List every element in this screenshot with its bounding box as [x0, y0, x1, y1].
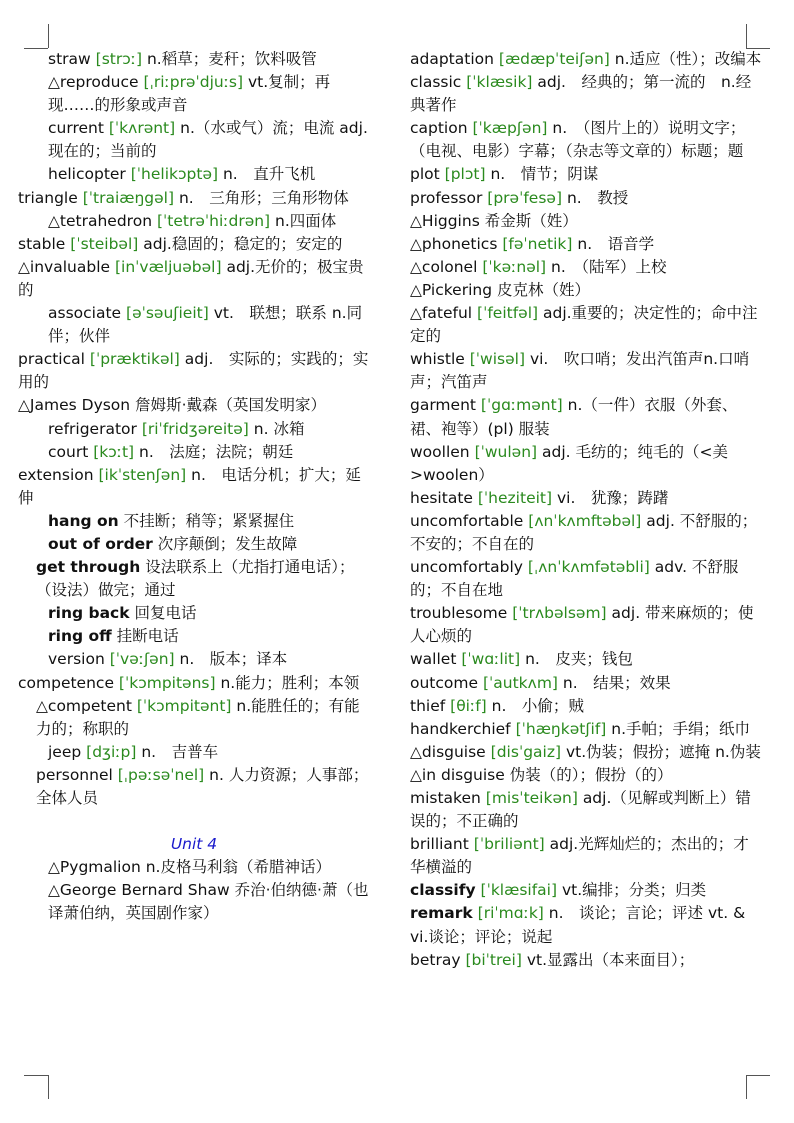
- entry-definition: n.四面体: [275, 211, 337, 230]
- entry-definition: n.适应（性）；改编本: [614, 50, 762, 68]
- entry-definition: n. 版本；译本: [179, 650, 288, 669]
- entry-word: hesitate: [410, 488, 473, 507]
- entry-word: △George Bernard Shaw: [48, 881, 230, 900]
- entry-word: wallet: [410, 650, 457, 669]
- entry-word: uncomfortably: [410, 558, 523, 577]
- entry-phonetic: [ikˈstenʃən]: [98, 465, 187, 484]
- entry-phonetic: [ˈsteibəl]: [70, 234, 139, 253]
- entry-definition: 皮克林（姓）: [497, 280, 591, 299]
- entry-phonetic: [ˌriːprəˈdjuːs]: [143, 73, 244, 92]
- vocab-entry: [18, 394, 370, 417]
- vocab-entry: [18, 348, 370, 394]
- vocab-entry: [410, 348, 762, 394]
- entry-word: current: [48, 119, 104, 138]
- vocab-entry: [18, 441, 370, 464]
- vocab-entry: [410, 602, 762, 648]
- vocab-entry: [18, 210, 370, 233]
- vocab-entry: [410, 187, 762, 210]
- entry-phonetic: [ˈautkʌm]: [482, 673, 558, 692]
- entry-phonetic: [ˈkʌrənt]: [108, 119, 176, 138]
- entry-word: classic: [410, 73, 462, 92]
- entry-phonetic: [kɔːt]: [93, 442, 135, 461]
- entry-definition: 回复电话: [134, 604, 197, 623]
- vocab-entry: [410, 879, 762, 902]
- entry-word: △Pickering: [410, 280, 493, 299]
- vocab-entry: [18, 163, 370, 186]
- entry-phonetic: [ˈklæsik]: [466, 73, 533, 92]
- vocab-entry: [410, 833, 762, 879]
- entry-phonetic: [strɔː]: [95, 50, 142, 68]
- vocab-entry: [410, 302, 762, 348]
- entry-phonetic: [ˈkɔmpitənt]: [136, 696, 232, 715]
- entry-phonetic: [disˈgaiz]: [490, 742, 562, 761]
- entry-definition: n. 语音学: [577, 234, 655, 253]
- vocab-entry: [18, 256, 370, 302]
- entry-phonetic: [ˈfeitfəl]: [477, 304, 539, 323]
- entry-word: brilliant: [410, 835, 469, 854]
- vocab-entry: [410, 695, 762, 718]
- entry-word: △James Dyson: [18, 396, 131, 415]
- entry-word: practical: [18, 350, 85, 369]
- right-column: [410, 48, 762, 972]
- entry-definition: n. 情节；阴谋: [490, 165, 599, 184]
- crop-mark: [48, 24, 49, 48]
- entry-definition: adj. 经典的；第一流的 n.经典著作: [410, 73, 752, 115]
- entry-definition: n.（一件）衣服（外套、裙、袍等）(pl) 服装: [410, 396, 738, 438]
- entry-definition: n.能胜任的；有能力的；称职的: [36, 696, 360, 738]
- entry-word: get through: [36, 558, 141, 577]
- entry-phonetic: [plɔt]: [444, 165, 486, 184]
- entry-word: betray: [410, 950, 461, 969]
- vocab-entry: [410, 648, 762, 671]
- vocab-entry: [18, 48, 370, 71]
- entry-word: personnel: [36, 765, 113, 784]
- entry-phonetic: [ˈwɑːlit]: [461, 650, 521, 669]
- entry-word: uncomfortable: [410, 511, 524, 530]
- entry-definition: n. （陆军）上校: [551, 257, 667, 276]
- entry-phonetic: [ˈgɑːmənt]: [480, 396, 563, 415]
- entry-definition: vt.伪装；假扮；遮掩 n.伪装: [565, 742, 761, 761]
- entry-word: triangle: [18, 188, 78, 207]
- entry-word: △fateful: [410, 304, 473, 323]
- entry-phonetic: [prəˈfesə]: [487, 188, 563, 207]
- entry-phonetic: [ˈbriliənt]: [473, 835, 545, 854]
- vocab-entry: [18, 556, 370, 602]
- entry-word: extension: [18, 465, 94, 484]
- vocab-entry: [18, 233, 370, 256]
- entry-word: hang on: [48, 511, 119, 530]
- crop-mark: [746, 24, 747, 48]
- entry-word: professor: [410, 188, 483, 207]
- entry-word: plot: [410, 165, 440, 184]
- entry-definition: n. （图片上的）说明文字；（电视、电影）字幕；（杂志等文章的）标题；题: [410, 119, 746, 161]
- vocab-entry: [410, 117, 762, 163]
- vocab-entry: [410, 672, 762, 695]
- vocab-entry: [410, 210, 762, 233]
- entry-definition: adj. 带来麻烦的；使人心烦的: [410, 604, 754, 646]
- entry-phonetic: [inˈvæljuəbəl]: [114, 257, 222, 276]
- entry-word: △reproduce: [48, 73, 139, 92]
- entry-word: ring off: [48, 627, 112, 646]
- vocab-entry: [410, 510, 762, 556]
- entry-phonetic: [ædæpˈteiʃən]: [498, 50, 610, 68]
- entry-definition: n. 皮夹；钱包: [525, 650, 633, 669]
- entry-definition: n. 小偷；贼: [491, 696, 584, 715]
- entry-definition: n. 冰箱: [253, 419, 305, 438]
- entry-definition: vi. 吹口哨；发出汽笛声n.口哨声；汽笛声: [410, 350, 750, 392]
- entry-definition: 不挂断；稍等；紧紧握住: [123, 511, 295, 530]
- entry-definition: n.稻草；麦秆；饮料吸管: [146, 50, 317, 68]
- entry-word: △tetrahedron: [48, 211, 153, 230]
- entry-word: associate: [48, 304, 122, 323]
- vocab-entry: [18, 302, 370, 348]
- entry-definition: n.手帕；手绢；纸巾: [611, 719, 751, 738]
- entry-definition: adj.稳固的；稳定的；安定的: [143, 234, 343, 253]
- vocab-entry: [18, 648, 370, 671]
- vocab-entry: [18, 695, 370, 741]
- vocab-entry: [18, 510, 370, 533]
- vocab-entry: [410, 279, 762, 302]
- entry-word: caption: [410, 119, 468, 138]
- entry-phonetic: [ˈwisəl]: [469, 350, 526, 369]
- entry-word: △invaluable: [18, 257, 111, 276]
- entry-definition: adj. 实际的；实践的；实用的: [18, 350, 369, 392]
- vocab-entry: [410, 902, 762, 948]
- left-column: [18, 48, 370, 925]
- vocab-entry: [18, 625, 370, 648]
- entry-definition: vi. 犹豫；踌躇: [556, 488, 669, 507]
- entry-phonetic: [misˈteikən]: [485, 789, 578, 807]
- entry-definition: n. 吉普车: [141, 742, 219, 761]
- entry-definition: 伪装（的）；假扮（的）: [509, 765, 673, 784]
- entry-definition: n. 谈论；言论；评述 vt. & vi.谈论；评论；说起: [410, 904, 746, 946]
- entry-definition: n. 人力资源；人事部；全体人员: [36, 765, 369, 807]
- entry-phonetic: [ˈvəːʃən]: [109, 650, 175, 669]
- vocab-entry: [410, 556, 762, 602]
- vocab-entry: [18, 533, 370, 556]
- entry-definition: vt.编排；分类；归类: [561, 881, 707, 900]
- vocab-entry: [18, 741, 370, 764]
- entry-word: classify: [410, 881, 476, 900]
- vocab-entry: [18, 464, 370, 510]
- entry-word: helicopter: [48, 165, 126, 184]
- entry-word: △colonel: [410, 257, 478, 276]
- vocab-entry: [410, 741, 762, 764]
- entry-word: △in disguise: [410, 765, 505, 784]
- entry-definition: 希金斯（姓）: [484, 211, 578, 230]
- entry-definition: vt.显露出（本来面目）；: [526, 950, 695, 969]
- entry-word: ring back: [48, 604, 130, 623]
- vocab-entry: [410, 233, 762, 256]
- entry-phonetic: [ˈpræktikəl]: [89, 350, 180, 369]
- entry-definition: 詹姆斯·戴森（英国发明家）: [135, 396, 326, 415]
- vocab-entry: [18, 71, 370, 117]
- entry-phonetic: [dʒiːp]: [86, 742, 137, 761]
- entry-word: △Pygmalion: [48, 858, 141, 877]
- entry-definition: n.能力；胜利；本领: [220, 673, 360, 692]
- vocab-entry: [18, 602, 370, 625]
- vocab-entry: [410, 394, 762, 440]
- entry-word: competence: [18, 673, 114, 692]
- vocab-entry: [410, 487, 762, 510]
- entry-word: straw: [48, 50, 91, 68]
- entry-definition: adv. 不舒服的；不自在地: [410, 558, 739, 600]
- entry-word: refrigerator: [48, 419, 137, 438]
- entry-definition: n. 结果；效果: [562, 673, 671, 692]
- entry-word: △competent: [36, 696, 132, 715]
- vocab-entry: [18, 672, 370, 695]
- entry-phonetic: [ˌpəːsəˈnel]: [117, 765, 205, 784]
- entry-word: whistle: [410, 350, 465, 369]
- entry-word: out of order: [48, 534, 153, 553]
- entry-definition: 挂断电话: [116, 627, 179, 646]
- entry-phonetic: [biˈtrei]: [465, 950, 522, 969]
- entry-word: stable: [18, 234, 66, 253]
- entry-word: mistaken: [410, 789, 481, 807]
- entry-phonetic: [ʌnˈkʌmftəbəl]: [528, 511, 642, 530]
- entry-phonetic: [ˈtraiæŋgəl]: [82, 188, 175, 207]
- vocab-entry: [410, 787, 762, 833]
- entry-definition: n. 电话分机；扩大；延伸: [18, 465, 361, 507]
- unit-heading: Unit 4: [170, 835, 218, 854]
- entry-phonetic: [ˈkæpʃən]: [472, 119, 548, 138]
- entry-definition: adj.无价的；极宝贵的: [18, 257, 364, 299]
- entry-word: △disguise: [410, 742, 486, 761]
- vocab-entry: [410, 71, 762, 117]
- entry-phonetic: [əˈsəuʃieit]: [126, 304, 209, 323]
- entry-definition: adj.重要的；决定性的；命中注定的: [410, 304, 758, 346]
- vocab-entry: [18, 764, 370, 810]
- vocab-entry: [410, 441, 762, 487]
- entry-word: outcome: [410, 673, 479, 692]
- entry-phonetic: [ˈhelikɔptə]: [130, 165, 219, 184]
- entry-phonetic: [fəˈnetik]: [502, 234, 573, 253]
- entry-word: garment: [410, 396, 476, 415]
- entry-definition: vt. 联想；联系 n.同伴；伙伴: [48, 304, 363, 346]
- entry-phonetic: [ˈheziteit]: [477, 488, 553, 507]
- entry-definition: adj.（见解或判断上）错误的；不正确的: [410, 789, 751, 831]
- entry-definition: n.（水或气）流；电流 adj. 现在的；当前的: [48, 119, 368, 161]
- entry-phonetic: [riˈmɑːk]: [477, 904, 544, 923]
- entry-definition: vt.复制；再现……的形象或声音: [48, 73, 331, 115]
- entry-phonetic: [ˈtetrəˈhiːdrən]: [156, 211, 271, 230]
- vocab-entry: [410, 718, 762, 741]
- entry-definition: n. 教授: [566, 188, 629, 207]
- entry-definition: 次序颠倒；发生故障: [157, 534, 298, 553]
- entry-definition: n. 三角形；三角形物体: [178, 188, 349, 207]
- vocab-entry: [410, 48, 762, 71]
- entry-word: handkerchief: [410, 719, 511, 738]
- entry-definition: adj.光辉灿烂的；杰出的；才华横溢的: [410, 835, 749, 877]
- entry-word: jeep: [48, 742, 82, 761]
- vocab-entry: [18, 418, 370, 441]
- entry-word: adaptation: [410, 50, 494, 68]
- entry-word: court: [48, 442, 89, 461]
- vocab-entry: [18, 879, 370, 925]
- vocab-entry: [410, 764, 762, 787]
- entry-phonetic: [ˌʌnˈkʌmfətəbli]: [527, 558, 650, 577]
- entry-phonetic: [ˈwulən]: [474, 442, 538, 461]
- entry-phonetic: [ˈkəːnəl]: [482, 257, 547, 276]
- entry-definition: n. 直升飞机: [222, 165, 316, 184]
- vocabulary-page: [18, 48, 778, 1088]
- entry-word: thief: [410, 696, 446, 715]
- entry-definition: n.皮格马利翁（希腊神话）: [145, 858, 331, 877]
- entry-word: version: [48, 650, 105, 669]
- entry-definition: 设法联系上（尤指打通电话）；（设法）做完；通过: [36, 558, 355, 600]
- entry-word: troublesome: [410, 604, 508, 623]
- entry-phonetic: [θiːf]: [450, 696, 487, 715]
- vocab-entry: [18, 856, 370, 879]
- entry-phonetic: [ˈhæŋkətʃif]: [515, 719, 607, 738]
- vocab-entry: [18, 187, 370, 210]
- vocab-entry: [410, 163, 762, 186]
- entry-word: remark: [410, 904, 473, 923]
- entry-word: woollen: [410, 442, 470, 461]
- entry-phonetic: [ˈklæsifai]: [480, 881, 558, 900]
- entry-word: △phonetics: [410, 234, 498, 253]
- entry-definition: n. 法庭；法院；朝廷: [139, 442, 294, 461]
- entry-phonetic: [ˈtrʌbəlsəm]: [512, 604, 607, 623]
- entry-word: △Higgins: [410, 211, 480, 230]
- vocab-entry: [18, 117, 370, 163]
- vocab-entry: [410, 256, 762, 279]
- entry-phonetic: [ˈkɔmpitəns]: [118, 673, 216, 692]
- vocab-entry: [410, 949, 762, 972]
- entry-phonetic: [riˈfridʒəreitə]: [141, 419, 249, 438]
- entry-definition: adj. 毛纺的；纯毛的（<美>woolen）: [410, 442, 729, 484]
- entry-definition: 乔治·伯纳德·萧（也译萧伯纳，英国剧作家）: [48, 881, 369, 923]
- entry-definition: adj. 不舒服的；不安的；不自在的: [410, 511, 758, 553]
